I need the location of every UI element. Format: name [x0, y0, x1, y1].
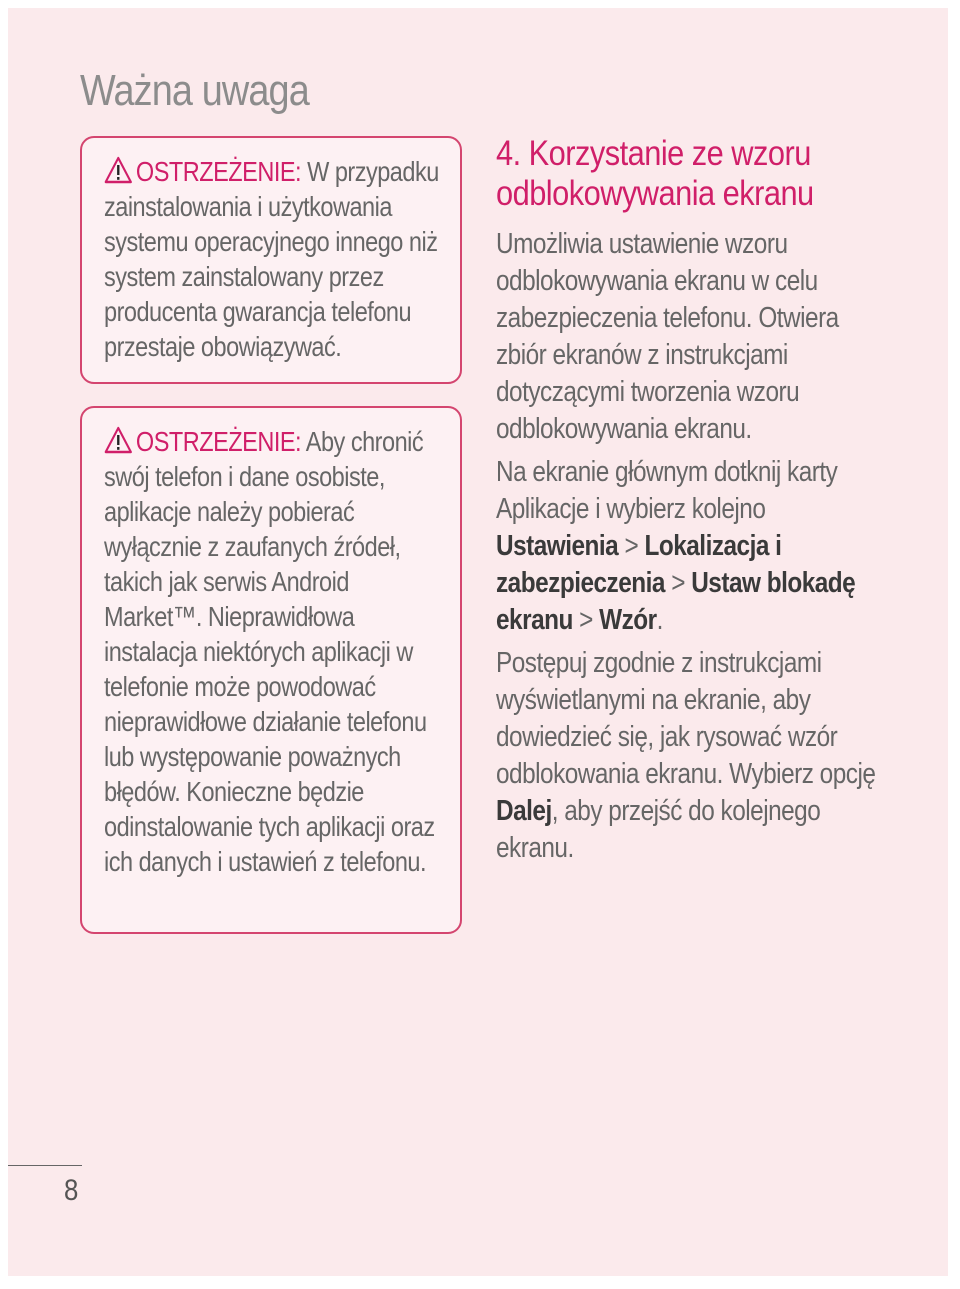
footer-rule: [8, 1165, 82, 1166]
warning-body: Aby chronić swój telefon i dane osobiste, aplikacje należy pobierać wyłącznie z zaufanych źródeł, takich jak serwis Android Market™. Nieprawidłowa instalacja niektórych aplikacji w telefonie może powodować nieprawidłowe działanie telefonu lub występowanie poważnych błędów. Konieczne będzie odinstalowanie tych aplikacji oraz ich danych i ustawień z telefonu.: [104, 426, 435, 877]
menu-path-separator: >: [618, 530, 645, 562]
unlock-pattern-section: [496, 134, 948, 873]
menu-path-separator: >: [572, 604, 600, 636]
warning-label: OSTRZEŻENIE:: [135, 156, 302, 187]
steps-intro: Na ekranie głównym dotknij karty Aplikacje i wybierz kolejno: [496, 456, 838, 525]
menu-path-separator: >: [664, 567, 692, 599]
section-paragraph-instructions: [496, 645, 882, 867]
option-next: Dalej: [496, 795, 552, 827]
section-paragraph-steps: [496, 454, 882, 639]
warning-triangle-icon: [104, 426, 133, 454]
warning-body: W przypadku zainstalowania i użytkowania systemu operacyjnego innego niż system zainstalowany przez producenta gwarancja telefonu przestaje obowiązywać.: [104, 156, 439, 362]
menu-path-settings: Ustawienia: [496, 530, 619, 562]
section-heading: 4. Korzystanie ze wzoru odblokowywania ekranu: [496, 134, 814, 213]
warning-text: [104, 424, 447, 879]
steps-end: .: [656, 604, 663, 636]
warning-text: [104, 154, 447, 364]
warning-box-apps: [80, 406, 462, 934]
warning-label: OSTRZEŻENIE:: [135, 426, 302, 457]
menu-path-set-screen-lock: Ustaw blokadę ekranu: [496, 567, 856, 636]
instructions-end: , aby przejść do kolejnego ekranu.: [496, 795, 821, 864]
page-number: 8: [64, 1174, 79, 1207]
manual-page: [8, 8, 948, 1276]
menu-path-location-security: Lokalizacja i zabezpieczenia: [496, 530, 782, 599]
section-paragraph-intro: Umożliwia ustawienie wzoru odblokowywania ekranu w celu zabezpieczenia telefonu. Otwiera zbiór ekranów z instrukcjami dotyczącymi tworzenia wzoru odblokowywania ekranu.: [496, 228, 839, 445]
instructions-intro: Postępuj zgodnie z instrukcjami wyświetlanymi na ekranie, aby dowiedzieć się, jak rysować wzór odblokowania ekranu. Wybierz opcję: [496, 647, 876, 790]
warning-box-os: [80, 136, 462, 384]
warning-triangle-icon: [104, 156, 133, 184]
page-title: Ważna uwaga: [80, 66, 309, 115]
menu-path-pattern: Wzór: [599, 604, 657, 636]
